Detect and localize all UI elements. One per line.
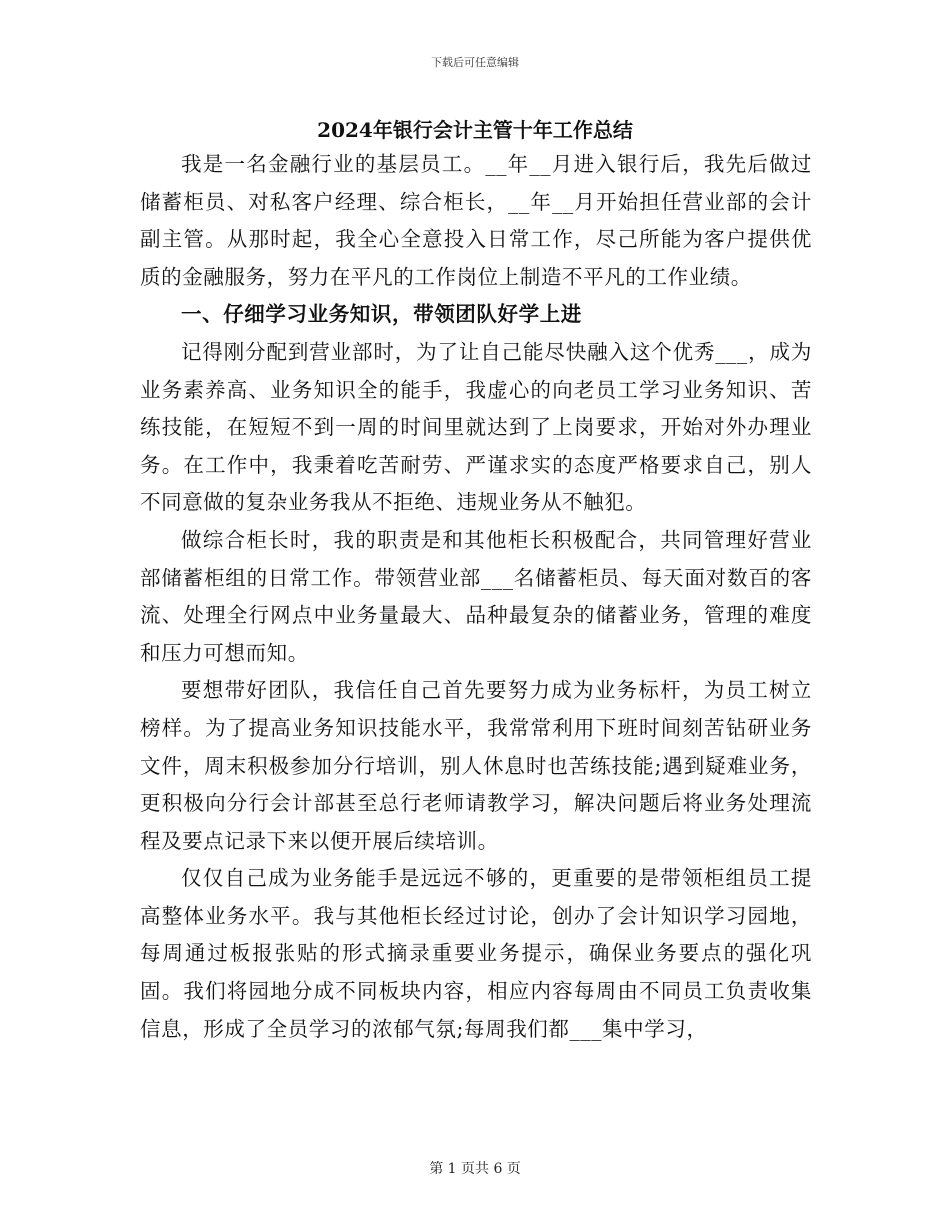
paragraph-intro: 我是一名金融行业的基层员工。__年__月进入银行后，我先后做过储蓄柜员、对私客户经理、综合柜长，__年__月开始担任营业部的会计副主管。从那时起，我全心全意投入日常工作，尽己所能为客户提供优质的金融服务，努力在平凡的工作岗位上制造不平凡的工作业绩。 <box>140 152 812 289</box>
document-title: 2024年银行会计主管十年工作总结 <box>317 118 633 142</box>
page-number-footer: 第 1 页共 6 页 <box>429 1161 521 1177</box>
paragraph-role-model: 要想带好团队，我信任自己首先要努力成为业务标杆，为员工树立榜样。为了提高业务知识技能水平，我常常利用下班时间刻苦钻研业务文件，周末积极参加分行培训，别人休息时也苦练技能;遇到疑难业务，更积极向分行会计部甚至总行老师请教学习，解决问题后将业务处理流程及要点记录下来以便开展后续培训。 <box>140 678 812 853</box>
paragraph-team-learning: 仅仅自己成为业务能手是远远不够的，更重要的是带领柜组员工提高整体业务水平。我与其他柜长经过讨论，创办了会计知识学习园地，每周通过板报张贴的形式摘录重要业务提示，确保业务要点的强化巩固。我们将园地分成不同板块内容，相应内容每周由不同员工负责收集信息，形成了全员学习的浓郁气氛;每周我们都___集中学习， <box>140 866 812 1041</box>
page-header-note: 下载后可任意编辑 <box>431 56 519 69</box>
paragraph-team-lead: 做综合柜长时，我的职责是和其他柜长积极配合，共同管理好营业部储蓄柜组的日常工作。带领营业部___名储蓄柜员、每天面对数百的客流、处理全行网点中业务量最大、品种最复杂的储蓄业务，管理的难度和压力可想而知。 <box>140 527 812 665</box>
section-heading-1: 一、仔细学习业务知识，带领团队好学上进 <box>181 302 582 327</box>
document-body <box>140 146 812 1048</box>
paragraph-onboarding: 记得刚分配到营业部时，为了让自己能尽快融入这个优秀___，成为业务素养高、业务知识全的能手，我虚心的向老员工学习业务知识、苦练技能，在短短不到一周的时间里就达到了上岗要求，开始对外办理业务。在工作中，我秉着吃苦耐劳、严谨求实的态度严格要求自己，别人不同意做的复杂业务我从不拒绝、违规业务从不触犯。 <box>140 339 812 515</box>
